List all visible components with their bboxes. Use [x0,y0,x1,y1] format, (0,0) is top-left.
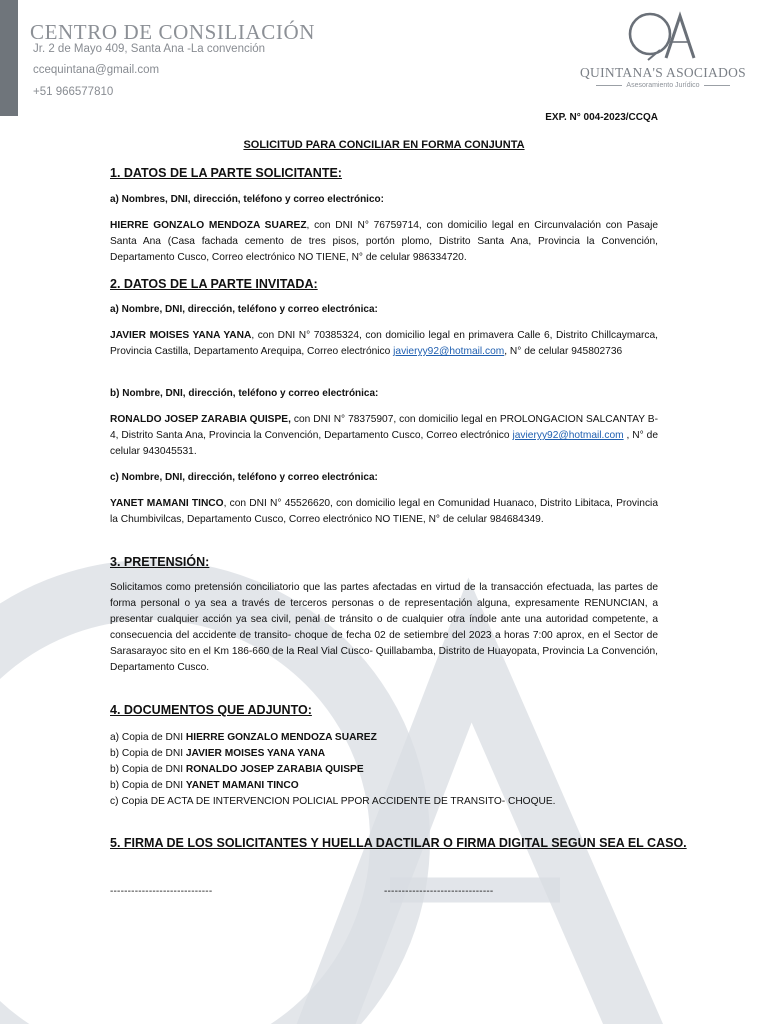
qa-monogram-icon [568,10,758,66]
header-title: CENTRO DE CONSILIACIÓN [30,20,316,44]
list-item: b) Copia de DNI JAVIER MOISES YANA YANA [110,748,326,759]
section2b-paragraph [110,412,658,460]
section2-heading: 2. DATOS DE LA PARTE INVITADA: [110,277,318,291]
attached-documents-list [110,730,658,810]
section2c-subheading: c) Nombre, DNI, dirección, teléfono y correo electrónica: [110,472,378,483]
list-item: a) Copia de DNI HIERRE GONZALO MENDOZA SUAREZ [110,732,377,743]
company-logo [568,10,758,100]
applicant-name: HIERRE GONZALO MENDOZA SUAREZ [110,220,307,231]
header-email: ccequintana@gmail.com [33,64,160,76]
logo-name: QUINTANA'S ASOCIADOS [580,65,746,80]
list-item: c) Copia DE ACTA DE INTERVENCION POLICIAL PPOR ACCIDENTE DE TRANSITO- CHOQUE. [110,796,556,807]
invited-c-details: , con DNI N° 45526620, con domicilio legal en Comunidad Huanaco, Distrito Libitaca, Provincia la Chumbivilcas, Departamento Cusco, Correo electrónico NO TIENE, N° de celular 984684349. [110,498,658,525]
invited-b-phone: , N° de celular 943045531. [110,430,658,457]
invited-b-name: RONALDO JOSEP ZARABIA QUISPE, [110,414,291,425]
section3-paragraph: Solicitamos como pretensión conciliatorio que las partes afectadas en virtud de la transacción efectuada, las partes de forma personal o ya sea a través de terceros personas o de representación alguna, expresamente RENUNCIAN, a presentar cualquier acción ya sea civil, penal de tránsito o de cualquier otra índole ante una autoridad competente, a consecuencia del accidente de transito- choque de fecha 02 de setiembre del 2023 a horas 7:00 aprox, en el Sector de Sarasarayoc sito en el Km 186-660 de la Real Vial Cusco- Quillabamba, Distrito de Huayopata, Provincia La Convención, Departamento Cusco. [110,582,658,673]
expedient-number: EXP. N° 004-2023/CCQA [545,112,658,123]
section2b-subheading: b) Nombre, DNI, dirección, teléfono y correo electrónica: [110,388,379,399]
list-item: b) Copia de DNI YANET MAMANI TINCO [110,780,299,791]
section2a-subheading: a) Nombre, DNI, dirección, teléfono y correo electrónica: [110,304,378,315]
section2c-paragraph [110,496,658,528]
header-address: Jr. 2 de Mayo 409, Santa Ana -La convención [33,43,266,55]
invited-a-email-link[interactable]: javieryy92@hotmail.com [393,346,505,357]
section4-heading: 4. DOCUMENTOS QUE ADJUNTO: [110,703,312,717]
invited-a-name: JAVIER MOISES YANA YANA [110,330,252,341]
section5-heading: 5. FIRMA DE LOS SOLICITANTES Y HUELLA DACTILAR O FIRMA DIGITAL SEGUN SEA EL CASO. [110,836,687,850]
section1-subheading: a) Nombres, DNI, dirección, teléfono y correo electrónico: [110,194,384,205]
logo-subtitle: Asesoramiento Jurídico [568,82,758,89]
invited-a-phone: , N° de celular 945802736 [504,346,623,357]
section1-heading: 1. DATOS DE LA PARTE SOLICITANTE: [110,166,342,180]
invited-b-details: con DNI N° 78375907, con domicilio legal en PROLONGACION SALCANTAY B-4, Distrito Santa Ana, Provincia la Convención, Departamento Cusco, Correo electrónico [110,414,658,441]
header-phone: +51 966577810 [33,86,114,98]
section2a-paragraph [110,328,658,360]
section1-paragraph [110,218,658,266]
document-title: SOLICITUD PARA CONCILIAR EN FORMA CONJUNTA [243,139,525,151]
invited-c-name: YANET MAMANI TINCO [110,498,224,509]
invited-a-details: , con DNI N° 70385324, con domicilio legal en primavera Calle 6, Distrito Chillcaymarca, Provincia Castilla, Departamento Arequipa, Correo electrónico [110,330,658,357]
invited-b-email-link[interactable]: javieryy92@hotmail.com [512,430,624,441]
list-item: b) Copia de DNI RONALDO JOSEP ZARABIA QUISPE [110,764,364,775]
applicant-details: , con DNI N° 76759714, con domicilio legal en Circunvalación con Pasaje Santa Ana (Casa fachada cemento de tres pisos, portón plomo, Distrito Santa Ana, Provincia la Convención, Departamento Cusco, Correo electrónico NO TIENE, N° de celular 986334720. [110,220,658,263]
signature-line-2: ------------------------------- [384,886,494,897]
header-accent-bar [0,0,18,116]
signature-line-1: ----------------------------- [110,886,213,897]
section3-heading: 3. PRETENSIÓN: [110,555,210,569]
